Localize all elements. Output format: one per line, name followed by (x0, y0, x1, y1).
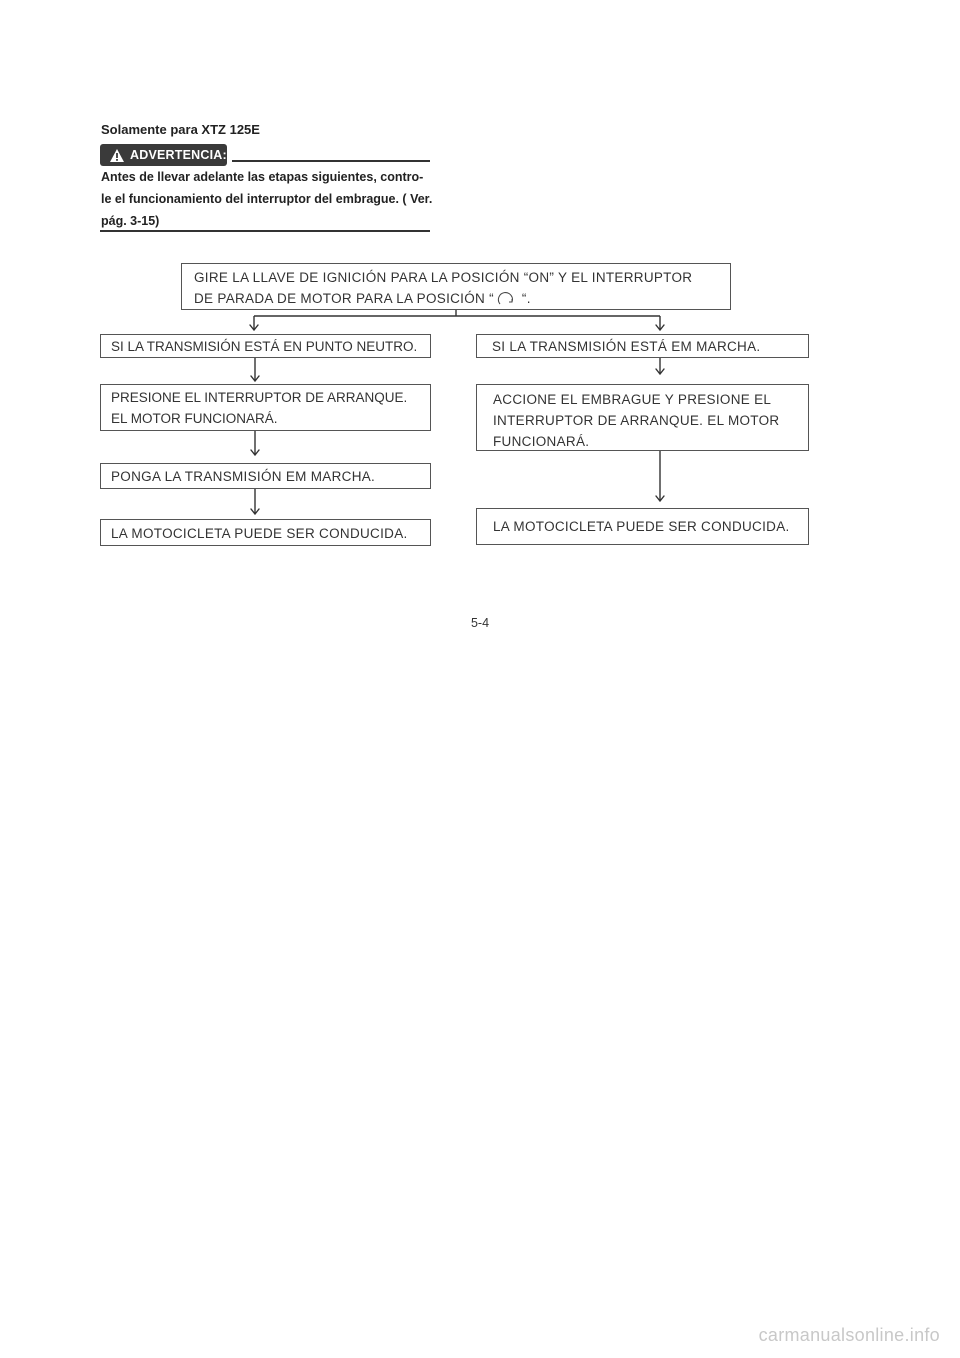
start-step-line2-prefix: DE PARADA DE MOTOR PARA LA POSICIÓN “ (194, 291, 494, 306)
left-step1-line2: EL MOTOR FUNCIONARÁ. (111, 411, 278, 426)
page-number: 5-4 (470, 616, 490, 630)
right-condition-box (476, 334, 809, 358)
left-step2-box (100, 463, 431, 489)
right-step1-line2: INTERRUPTOR DE ARRANQUE. EL MOTOR (493, 413, 780, 428)
left-step1-box (100, 384, 431, 431)
right-result-box (476, 508, 809, 545)
start-step-box (181, 263, 731, 310)
right-condition-text: SI LA TRANSMISIÓN ESTÁ EM MARCHA. (492, 339, 761, 354)
warning-label: ADVERTENCIA: (130, 148, 227, 162)
warning-line: le el funcionamiento del interruptor del embrague. ( Ver. (101, 192, 433, 206)
left-condition-text: SI LA TRANSMISIÓN ESTÁ EN PUNTO NEUTRO. (111, 339, 418, 354)
right-result-text: LA MOTOCICLETA PUEDE SER CONDUCIDA. (493, 519, 790, 534)
start-step-line1: GIRE LA LLAVE DE IGNICIÓN PARA LA POSICIÓN “ON” Y EL INTERRUPTOR (194, 270, 693, 285)
warning-line: Antes de llevar adelante las etapas siguientes, contro- (101, 170, 424, 184)
warning-line: pág. 3-15) (101, 214, 160, 228)
right-step1-line1: ACCIONE EL EMBRAGUE Y PRESIONE EL (493, 392, 772, 407)
engine-run-switch-icon (494, 290, 522, 306)
left-result-text: LA MOTOCICLETA PUEDE SER CONDUCIDA. (111, 526, 408, 541)
left-condition-box (100, 334, 431, 358)
start-step-line2 (194, 288, 730, 309)
model-note: Solamente para XTZ 125E (101, 122, 260, 137)
left-result-box (100, 519, 431, 546)
start-step-line2-suffix: “. (521, 291, 531, 306)
watermark: carmanualsonline.info (758, 1325, 940, 1345)
left-step2-text: PONGA LA TRANSMISIÓN EM MARCHA. (111, 469, 376, 484)
right-step1-box (476, 384, 809, 451)
left-step1-line1: PRESIONE EL INTERRUPTOR DE ARRANQUE. (111, 390, 408, 405)
right-step1-line3: FUNCIONARÁ. (493, 434, 590, 449)
